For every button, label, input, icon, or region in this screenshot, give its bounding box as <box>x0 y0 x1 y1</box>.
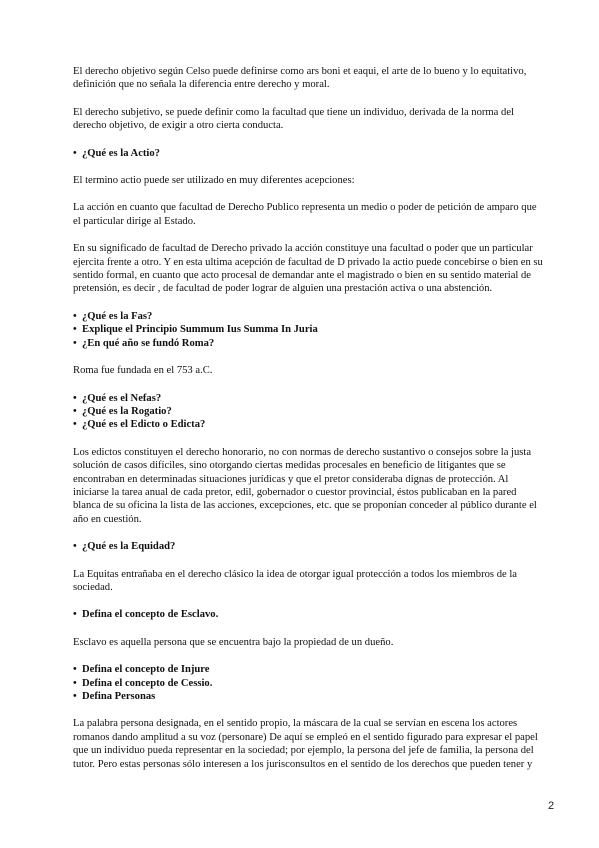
question-item: • Defina el concepto de Cessio. <box>73 677 213 689</box>
bullet-icon: • <box>73 310 77 322</box>
question-list-4 <box>73 540 543 553</box>
question-item: • ¿Qué es la Equidad? <box>73 541 176 553</box>
paragraph-termino-actio: El termino actio puede ser utilizado en muy diferentes acepciones: <box>73 175 355 187</box>
bullet-icon: • <box>73 147 77 159</box>
question-item: • ¿Qué es el Nefas? <box>73 392 162 404</box>
bullet-icon: • <box>73 677 77 689</box>
question-list-3 <box>73 392 543 432</box>
question-list-5 <box>73 608 543 621</box>
paragraph-accion-privado: En su significado de facultad de Derecho privado la acción constituye una facultad o poder que un particular ejercita frente a otro. Y en esta ultima acepción de facultad de D privado la actio puede concebirse o bien en su sentido formal, en cuanto que acto procesal de demandar ante el magistrado o bien en su sentido material de pretensión, es decir , de facultad de poder lograr de alguien una prestación activa o una abstención. <box>73 243 543 295</box>
bullet-icon: • <box>73 541 77 553</box>
paragraph-derecho-objetivo: El derecho objetivo según Celso puede definirse como ars boni et eaqui, el arte de lo bueno y lo equitativo, definición que no señala la diferencia entre derecho y moral. <box>73 66 527 91</box>
question-item: • ¿En qué año se fundó Roma? <box>73 337 215 349</box>
bullet-icon: • <box>73 324 77 336</box>
question-item: • Defina el concepto de Injure <box>73 664 210 676</box>
paragraph-esclavo: Esclavo es aquella persona que se encuentra bajo la propiedad de un dueño. <box>73 636 394 648</box>
question-item: • ¿Qué es la Actio? <box>73 147 160 159</box>
bullet-icon: • <box>73 609 77 621</box>
paragraph-accion-publico: La acción en cuanto que facultad de Derecho Publico representa un medio o poder de petición de amparo que el particular dirige al Estado. <box>73 202 537 227</box>
bullet-icon: • <box>73 664 77 676</box>
page-content <box>73 65 543 785</box>
bullet-icon: • <box>73 337 77 349</box>
paragraph-roma: Roma fue fundada en el 753 a.C. <box>73 365 213 377</box>
question-list-1 <box>73 147 543 160</box>
question-list-2 <box>73 310 543 350</box>
paragraph-edictos: Los edictos constituyen el derecho honorario, no con normas de derecho sustantivo o consejos sobre la justa solución de casos difíciles, sino otorgando ciertas medidas procesales en beneficio de litigantes que se encontraban en determinadas situaciones jurídicas y que el pretor consideraba dignas de protección. Al iniciarse la tarea anual de cada pretor, edil, gobernador o cuestor provincial, éstos publicaban en la pared blanca de su oficina la lista de las acciones, excepciones, etc. que se proponían conceder al público durante el año en cuestión. <box>73 446 537 525</box>
page-number: 2 <box>548 800 555 812</box>
paragraph-derecho-subjetivo: El derecho subjetivo, se puede definir como la facultad que tiene un individuo, derivada de la norma del derecho objetivo, de exigir a otro cierta conducta. <box>73 106 514 132</box>
bullet-icon: • <box>73 419 77 431</box>
bullet-icon: • <box>73 405 77 417</box>
question-item: • Defina Personas <box>73 691 156 702</box>
question-item: • ¿Qué es la Rogatio? <box>73 405 172 417</box>
bullet-icon: • <box>73 691 77 702</box>
question-item: • Defina el concepto de Esclavo. <box>73 609 219 621</box>
question-item: • Explique el Principio Summum Ius Summa In Juria <box>73 324 318 336</box>
paragraph-equitas: La Equitas entrañaba en el derecho clásico la idea de otorgar igual protección a todos los miembros de la sociedad. <box>73 568 517 593</box>
question-list-6 <box>73 663 543 703</box>
bullet-icon: • <box>73 392 77 404</box>
question-item: • ¿Qué es la Fas? <box>73 310 153 322</box>
paragraph-persona: La palabra persona designada, en el sentido propio, la máscara de la cual se servían en escena los actores romanos dando amplitud a su voz (personare) De aquí se empleó en el sentido figurado para expresar el papel que un individuo pueda representar en la sociedad; por ejemplo, la persona del jefe de familia, la persona del tutor. Pero estas personas sólo interesen a los jurisconsultos en el sentido de los derechos que pueden tener y <box>73 718 538 770</box>
question-item: • ¿Qué es el Edicto o Edicta? <box>73 419 206 431</box>
